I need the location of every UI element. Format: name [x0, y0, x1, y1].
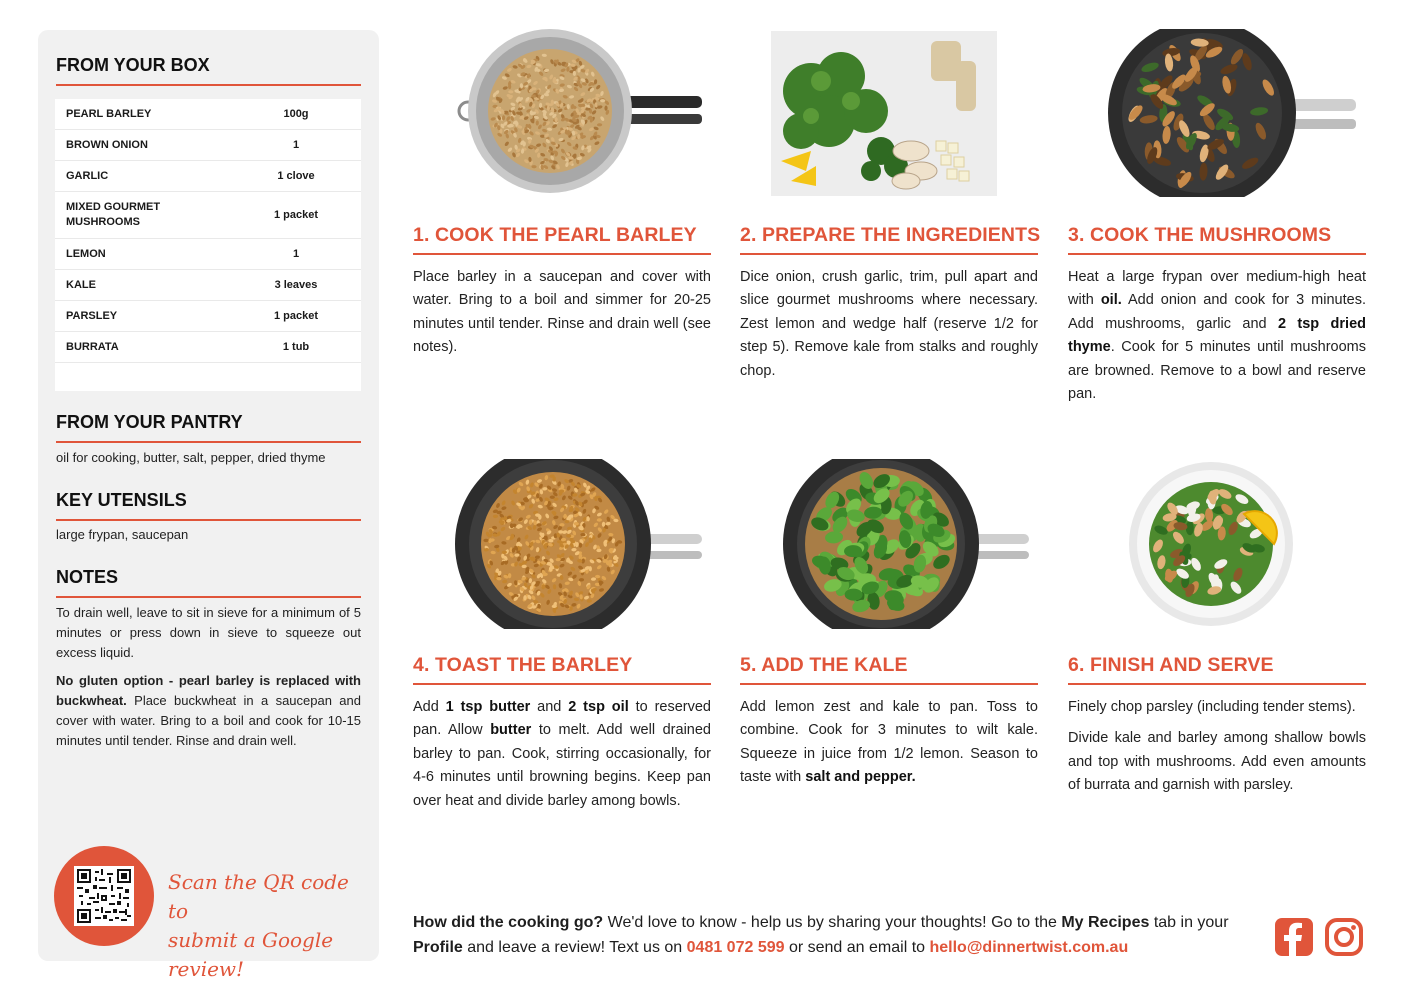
bold-ingredient: salt and pepper. — [805, 769, 916, 786]
profile-link[interactable]: Profile — [413, 939, 463, 956]
qr-badge[interactable] — [54, 846, 154, 946]
kale-in-pan-photo — [783, 459, 1029, 629]
plated-dish-photo — [1126, 459, 1296, 629]
step-4-body — [413, 696, 711, 813]
step-text: Add onion and cook for 3 minutes. Add mushrooms, garlic and — [1068, 292, 1366, 332]
mushrooms-in-pan-photo — [1106, 29, 1356, 197]
utensils-title: KEY UTENSILS — [56, 490, 361, 521]
ingredient-name: LEMON — [66, 247, 106, 260]
ingredient-name: GARLIC — [66, 169, 109, 182]
box-title: FROM YOUR BOX — [56, 55, 361, 86]
footer-text-2: tab in your — [1149, 914, 1229, 931]
footer-text-3: and leave a review! Text us on — [462, 939, 687, 956]
ingredient-table — [55, 99, 361, 391]
qr-code-icon[interactable] — [74, 866, 134, 926]
ingredient-quantity: 1 packet — [273, 310, 319, 322]
qr-caption-line-2: submit a Google review! — [168, 928, 334, 981]
step-3-title: 3. COOK THE MUSHROOMS — [1068, 224, 1366, 255]
ingredient-row — [55, 130, 361, 161]
step-5-body — [740, 696, 1038, 790]
step-6-title: 6. FINISH AND SERVE — [1068, 654, 1366, 685]
step-5-title: 5. ADD THE KALE — [740, 654, 1038, 685]
gluten-option-label: No gluten option - pearl barley is replaced with buckwheat. — [56, 673, 361, 708]
bold-ingredient: butter — [490, 722, 532, 739]
my-recipes-link[interactable]: My Recipes — [1061, 914, 1150, 931]
ingredient-quantity: 1 — [292, 248, 300, 260]
bold-ingredient: 2 tsp oil — [568, 699, 629, 715]
step-4-title: 4. TOAST THE BARLEY — [413, 654, 711, 685]
utensils-text: large frypan, saucepan — [56, 527, 189, 542]
notes-paragraph-2 — [56, 671, 361, 751]
ingredient-quantity: 1 packet — [273, 209, 319, 221]
gluten-option-text: Place buckwheat in a saucepan and cover with water. Bring to a boil and cook for 10-15 minutes until tender. Rinse and drain well. — [56, 693, 361, 748]
bold-ingredient: 1 tsp butter — [445, 699, 531, 715]
footer-text-4: or send an email to — [784, 939, 930, 956]
ingredient-quantity: 3 leaves — [274, 279, 318, 291]
step-text: to reserved pan. Allow — [413, 699, 711, 739]
feedback-footer — [413, 910, 1263, 960]
step-1-title: 1. COOK THE PEARL BARLEY — [413, 224, 711, 255]
ingredient-name: PARSLEY — [66, 309, 118, 322]
pantry-text: oil for cooking, butter, salt, pepper, dried thyme — [56, 450, 326, 465]
step-1-body — [413, 266, 711, 360]
ingredient-row — [55, 301, 361, 332]
step-text: Divide kale and barley among shallow bowls and top with mushrooms. Add even amounts of burrata and garnish with parsley. — [1068, 730, 1366, 794]
bold-ingredient: oil. — [1100, 292, 1122, 309]
notes-paragraph-1: To drain well, leave to sit in sieve for a minimum of 5 minutes or press down in sieve to squeeze out excess liquid. — [56, 605, 361, 660]
step-3-body — [1068, 266, 1366, 406]
step-paragraph — [1068, 696, 1366, 719]
step-paragraph — [740, 696, 1038, 790]
ingredient-row — [55, 332, 361, 363]
ingredients-sidebar — [38, 30, 379, 981]
step-paragraph — [1068, 727, 1366, 797]
step-text: Place barley in a saucepan and cover with water. Bring to a boil and simmer for 20-25 minutes until tender. Rinse and drain well (see notes). — [413, 269, 711, 356]
step-text: Heat a large frypan over medium-high heat with — [1068, 269, 1366, 309]
chopped-ingredients-photo — [771, 31, 997, 196]
step-2-body — [740, 266, 1038, 383]
step-text: Finely chop parsley (including tender stems). — [1068, 699, 1356, 715]
step-paragraph — [413, 266, 711, 360]
barley-in-sieve-photo — [440, 28, 702, 198]
ingredient-name: KALE — [66, 278, 96, 291]
instagram-icon[interactable] — [1325, 918, 1363, 956]
qr-caption — [168, 868, 368, 984]
facebook-icon[interactable] — [1275, 918, 1313, 956]
ingredient-quantity: 1 tub — [282, 341, 310, 353]
step-6-body — [1068, 696, 1366, 798]
ingredient-row — [55, 99, 361, 130]
bold-ingredient: 2 tsp dried thyme — [1068, 315, 1367, 356]
footer-text-1: We'd love to know - help us by sharing your thoughts! Go to the — [603, 914, 1062, 931]
ingredient-row — [55, 270, 361, 301]
ingredient-name: PEARL BARLEY — [66, 107, 152, 120]
step-text: and — [530, 699, 569, 715]
barley-in-pan-photo — [455, 459, 702, 629]
qr-caption-line-1: Scan the QR code to — [168, 870, 349, 923]
ingredient-name: MIXED GOURMET MUSHROOMS — [66, 201, 161, 228]
ingredient-quantity: 1 — [292, 139, 300, 151]
step-text: to melt. Add well drained barley to pan. Cook, stirring occasionally, for 4-6 minutes until browning begins. Keep pan over heat and divide barley among bowls. — [413, 722, 711, 809]
step-paragraph — [740, 266, 1038, 383]
ingredient-row — [55, 239, 361, 270]
step-text: Dice onion, crush garlic, trim, pull apart and slice gourmet mushrooms where necessary. Zest lemon and wedge half (reserve 1/2 for step 5). Remove kale from stalks and roughly chop. — [740, 269, 1038, 379]
ingredient-row — [55, 161, 361, 192]
phone-link[interactable]: 0481 072 599 — [686, 939, 785, 956]
pantry-title: FROM YOUR PANTRY — [56, 412, 361, 443]
ingredient-name: BURRATA — [66, 340, 119, 353]
step-text: . Cook for 5 minutes until mushrooms are browned. Remove to a bowl and reserve pan. — [1068, 339, 1366, 403]
email-link[interactable]: hello@dinnertwist.com.au — [929, 939, 1129, 956]
step-paragraph — [413, 696, 711, 813]
step-text: Add lemon zest and kale to pan. Toss to combine. Cook for 3 minutes to wilt kale. Squeeze in juice from 1/2 lemon. Season to taste with — [740, 699, 1038, 786]
ingredient-quantity: 100g — [283, 108, 309, 120]
ingredient-name: BROWN ONION — [66, 138, 148, 151]
ingredient-row — [55, 192, 361, 239]
footer-lead: How did the cooking go? — [413, 914, 604, 931]
ingredient-quantity: 1 clove — [277, 170, 315, 182]
notes-title: NOTES — [56, 567, 361, 598]
step-text: Add — [413, 699, 446, 715]
step-2-title: 2. PREPARE THE INGREDIENTS — [740, 224, 1038, 255]
step-paragraph — [1068, 266, 1366, 406]
